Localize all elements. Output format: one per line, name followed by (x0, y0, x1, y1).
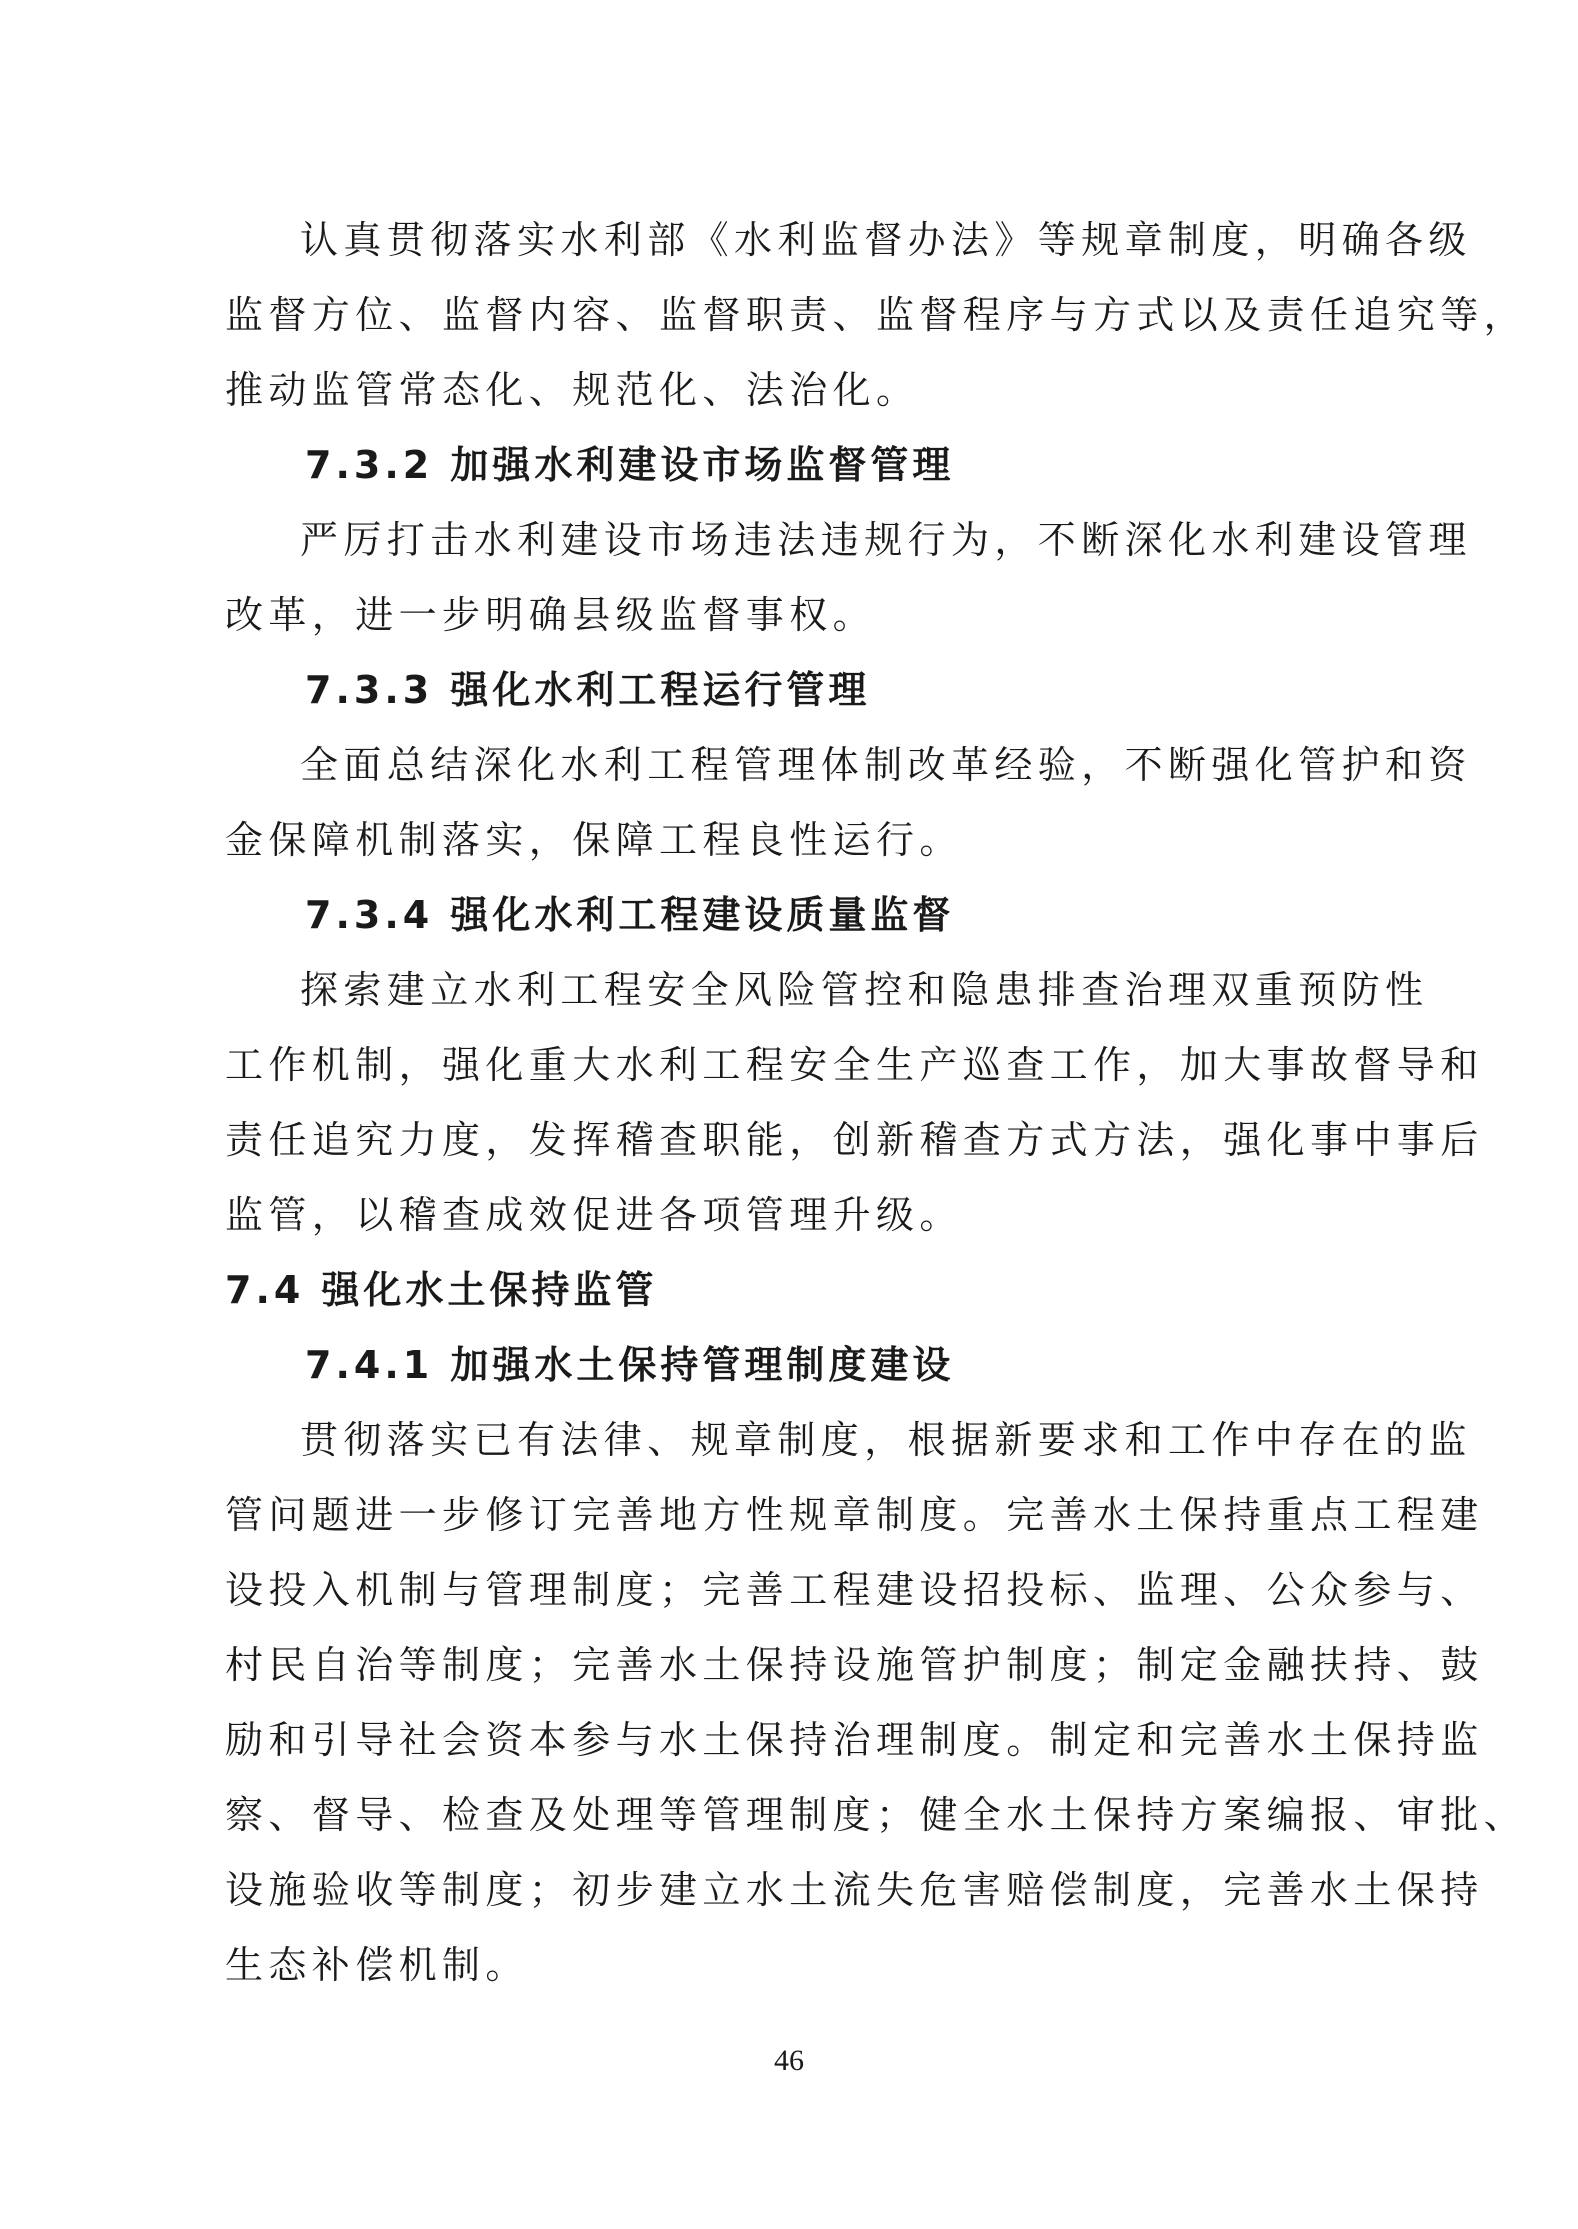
paragraph-line: 生态补偿机制。 (225, 1943, 529, 1987)
paragraph-line: 责任追究力度，发挥稽查职能，创新稽查方式方法，强化事中事后 (225, 1118, 1484, 1162)
section-heading-7-4-1: 7.4.1 加强水土保持管理制度建设 (305, 1343, 955, 1387)
paragraph-line: 贯彻落实已有法律、规章制度，根据新要求和工作中存在的监 (300, 1418, 1472, 1462)
paragraph-line: 设施验收等制度；初步建立水土流失危害赔偿制度，完善水土保持 (225, 1868, 1484, 1912)
section-heading-7-4: 7.4 强化水土保持监管 (225, 1268, 658, 1312)
paragraph-line: 励和引导社会资本参与水土保持治理制度。制定和完善水土保持监 (225, 1718, 1484, 1762)
paragraph-line: 认真贯彻落实水利部《水利监督办法》等规章制度，明确各级 (300, 218, 1472, 262)
paragraph-line: 推动监管常态化、规范化、法治化。 (225, 368, 920, 412)
paragraph-line: 村民自治等制度；完善水土保持设施管护制度；制定金融扶持、鼓 (225, 1643, 1484, 1687)
paragraph-line: 严厉打击水利建设市场违法违规行为，不断深化水利建设管理 (300, 518, 1472, 562)
section-heading-7-3-4: 7.3.4 强化水利工程建设质量监督 (305, 893, 955, 937)
paragraph-line: 监管，以稽查成效促进各项管理升级。 (225, 1193, 963, 1237)
page-number: 46 (774, 2044, 804, 2077)
paragraph-line: 察、督导、检查及处理等管理制度；健全水土保持方案编报、审批、 (225, 1793, 1528, 1837)
paragraph-line: 管问题进一步修订完善地方性规章制度。完善水土保持重点工程建 (225, 1493, 1484, 1537)
paragraph-line: 金保障机制落实，保障工程良性运行。 (225, 818, 963, 862)
paragraph-line: 设投入机制与管理制度；完善工程建设招投标、监理、公众参与、 (225, 1568, 1484, 1612)
section-heading-7-3-3: 7.3.3 强化水利工程运行管理 (305, 668, 871, 712)
paragraph-line: 改革，进一步明确县级监督事权。 (225, 593, 877, 637)
paragraph-line: 探索建立水利工程安全风险管控和隐患排查治理双重预防性 (300, 968, 1429, 1012)
paragraph-line: 全面总结深化水利工程管理体制改革经验，不断强化管护和资 (300, 743, 1472, 787)
section-heading-7-3-2: 7.3.2 加强水利建设市场监督管理 (305, 443, 955, 487)
paragraph-line: 监督方位、监督内容、监督职责、监督程序与方式以及责任追究等， (225, 293, 1528, 337)
paragraph-line: 工作机制，强化重大水利工程安全生产巡查工作，加大事故督导和 (225, 1043, 1484, 1087)
